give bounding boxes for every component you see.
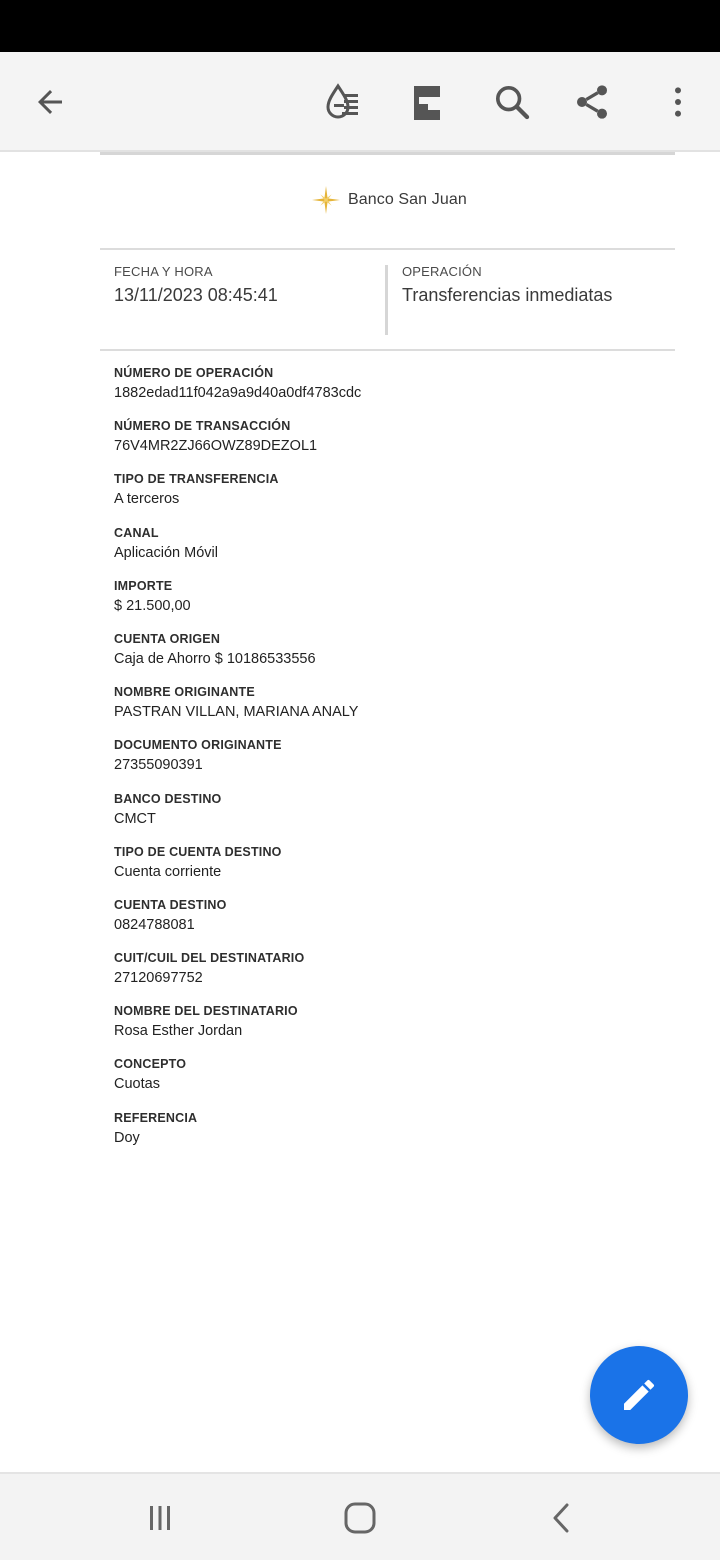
home-icon[interactable] (336, 1496, 384, 1540)
column-divider (385, 265, 388, 335)
field-value: 27355090391 (114, 757, 203, 774)
field-destination-account-type (114, 845, 664, 898)
system-nav-bar (0, 1472, 720, 1560)
field-label: TIPO DE CUENTA DESTINO (114, 844, 282, 859)
header-block (100, 252, 675, 350)
field-label: REFERENCIA (114, 1110, 198, 1125)
field-source-account (114, 632, 664, 685)
status-bar (0, 0, 720, 52)
divider (100, 349, 675, 351)
bookmark-flag-icon[interactable] (402, 78, 450, 126)
field-destination-account (114, 898, 664, 951)
pencil-edit-icon (619, 1375, 659, 1415)
edit-fab-button[interactable] (590, 1346, 688, 1444)
field-transfer-type (114, 472, 664, 525)
field-value: Doy (114, 1129, 140, 1146)
more-vertical-icon[interactable] (654, 78, 702, 126)
field-label: DOCUMENTO ORIGINANTE (114, 738, 282, 753)
field-value: Cuotas (114, 1076, 160, 1093)
bank-logo (310, 182, 467, 218)
field-value: 0824788081 (114, 916, 195, 933)
field-channel (114, 526, 664, 579)
field-label: CANAL (114, 525, 159, 540)
field-transaction-number (114, 419, 664, 472)
divider (100, 152, 675, 155)
field-operation-number (114, 366, 664, 419)
field-concept (114, 1057, 664, 1110)
field-label: NÚMERO DE OPERACIÓN (114, 366, 274, 380)
field-label: CUENTA ORIGEN (114, 631, 221, 646)
field-value: $ 21.500,00 (114, 597, 191, 614)
field-value: 76V4MR2ZJ66OWZ89DEZOL1 (114, 438, 318, 455)
field-value: PASTRAN VILLAN, MARIANA ANALY (114, 704, 359, 721)
field-label: IMPORTE (114, 578, 173, 593)
arrow-left-icon[interactable] (26, 78, 74, 126)
field-destination-bank (114, 792, 664, 845)
field-label: TIPO DE TRANSFERENCIA (114, 472, 279, 487)
field-value: A terceros (114, 491, 180, 508)
search-icon[interactable] (488, 78, 536, 126)
divider (100, 248, 675, 250)
field-value: Cuenta corriente (114, 863, 222, 880)
date-time-label: FECHA Y HORA (114, 264, 213, 279)
field-label: NOMBRE DEL DESTINATARIO (114, 1004, 298, 1019)
nav-back-icon[interactable] (538, 1496, 586, 1540)
field-value: Caja de Ahorro $ 10186533556 (114, 650, 316, 667)
bank-name: Banco San Juan (348, 191, 467, 208)
field-value: Rosa Esther Jordan (114, 1023, 243, 1040)
field-originator-document (114, 738, 664, 791)
field-recipient-name (114, 1004, 664, 1057)
bank-star-icon (310, 184, 342, 216)
transaction-fields (114, 366, 664, 1164)
field-value: CMCT (114, 810, 156, 827)
field-label: CUENTA DESTINO (114, 897, 227, 912)
operation-group (402, 264, 612, 306)
date-time-group (114, 264, 278, 306)
field-label: NOMBRE ORIGINANTE (114, 685, 255, 700)
field-label: BANCO DESTINO (114, 791, 222, 806)
field-label: CONCEPTO (114, 1057, 187, 1072)
operation-value: Transferencias inmediatas (402, 285, 613, 305)
field-amount (114, 579, 664, 632)
field-reference (114, 1111, 664, 1164)
drop-lines-icon[interactable] (318, 78, 366, 126)
share-icon[interactable] (568, 78, 616, 126)
field-label: NÚMERO DE TRANSACCIÓN (114, 419, 291, 434)
field-value: Aplicación Móvil (114, 544, 218, 561)
field-label: CUIT/CUIL DEL DESTINATARIO (114, 951, 305, 966)
field-recipient-cuit (114, 951, 664, 1004)
field-value: 27120697752 (114, 970, 203, 987)
field-originator-name (114, 685, 664, 738)
date-time-value: 13/11/2023 08:45:41 (114, 285, 278, 305)
viewer-toolbar (0, 52, 720, 152)
field-value: 1882edad11f042a9a9d40a0df4783cdc (114, 385, 362, 401)
recent-apps-icon[interactable] (136, 1496, 184, 1540)
operation-label: OPERACIÓN (402, 264, 482, 279)
